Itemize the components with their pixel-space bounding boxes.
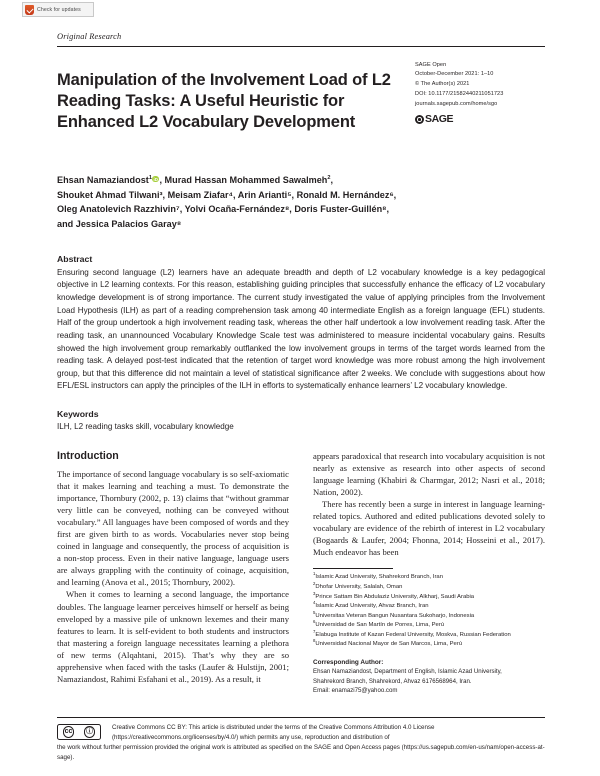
- column-right: [313, 450, 545, 696]
- keywords-text: ILH, L2 reading tasks skill, vocabulary knowledge: [57, 422, 234, 432]
- affiliation-item: [313, 573, 545, 583]
- affiliation-item: [313, 640, 545, 650]
- keywords-heading: Keywords: [57, 409, 99, 420]
- doi-line[interactable]: DOI: 10.1177/21582440211051723: [415, 91, 504, 98]
- author-line: Shouket Ahmad Tilwani³, Meisam Ziafar⁴, Arin Arianti⁵, Ronald M. Hernández⁶,: [57, 189, 397, 200]
- corresponding-author-email[interactable]: Email: enamazi75@yahoo.com: [313, 687, 398, 695]
- affiliation-item: [313, 583, 545, 593]
- corresponding-author-details: [313, 667, 545, 695]
- journal-issue: October-December 2021: 1–10: [415, 71, 494, 78]
- affiliation-text: Elabuga Institute of Kazan Federal University, Moskva, Russian Federation: [315, 631, 511, 638]
- article-content: [57, 0, 545, 696]
- affiliation-item: [313, 628, 545, 644]
- orcid-icon[interactable]: [152, 176, 159, 183]
- author-name: Ehsan Namaziandost: [57, 174, 149, 185]
- affiliation-marker: 1: [313, 571, 316, 577]
- sage-logo: [415, 114, 545, 125]
- affiliation-marker: 2: [313, 581, 316, 587]
- sage-globe-icon: [415, 115, 424, 124]
- affiliation-item: [313, 590, 545, 606]
- header-divider: [57, 46, 545, 47]
- author-affiliation-marker: 2: [327, 174, 331, 181]
- affiliation-text: Islamic Azad University, Ahvaz Branch, Iran: [315, 603, 429, 610]
- cc-circle-icon: cc: [63, 726, 75, 738]
- license-row: [57, 723, 545, 743]
- author-separator: ,: [330, 174, 334, 185]
- affiliation-marker: 7: [313, 628, 316, 634]
- corresponding-author-heading: Corresponding Author:: [313, 658, 384, 666]
- check-for-updates-label: Check for updates: [37, 6, 81, 13]
- sage-logo-text: SAGE: [425, 113, 454, 126]
- check-for-updates-icon: [25, 5, 34, 15]
- affiliation-text: Islamic Azad University, Shahrekord Branch, Iran: [315, 574, 443, 581]
- affiliation-text: Universitas Veteran Bangun Nusantara Sukoharjo, Indonesia: [315, 612, 475, 619]
- affiliation-marker: 4: [313, 600, 316, 606]
- intro-paragraph-2: When it comes to learning a second language, the importance doubles. The language learner perceives himself or herself as being enveloped by a massive pile of unknown lexemes and their many features to learn. It is self-evident to both students and instructors that mastering a foreign language necessitates learning a plethora of new terms (Alqahtani, 2015). That’s why they are so apprehensive when faced with the tasks (Laufer & Hulstijn, 2001; Namaziandost, Rahimi Esfahani et al., 2019). As a result, it: [57, 589, 289, 684]
- affiliation-item: [313, 621, 545, 631]
- affiliation-text: Prince Sattam Bin Abdulaziz University, Alkharj, Saudi Arabia: [315, 593, 475, 600]
- affiliation-marker: 5: [313, 609, 316, 615]
- affiliation-text: Universidad de San Martín de Porres, Lima, Perú: [315, 622, 445, 629]
- author-line: Oleg Anatolevich Razzhivin⁷, Yolvi Ocaña-Fernández⁸, Doris Fuster-Guillén⁸,: [57, 204, 390, 215]
- affiliation-text: Universidad Nacional Mayor de San Marcos, Lima, Perú: [315, 641, 463, 648]
- cc-by-person-icon: ⓘ: [84, 726, 96, 738]
- affiliation-text: Dhofar University, Salalah, Oman: [315, 584, 403, 591]
- intro-paragraph-3: appears paradoxical that research into vocabulary acquisition is not nearly as extensive as research into other aspects of second language learning (Khabiri & Charmgar, 2012; Nasri et al., 2018; Nation, 2002).: [313, 451, 545, 498]
- copyright-line: © The Author(s) 2021: [415, 81, 470, 88]
- introduction-heading: Introduction: [57, 450, 119, 463]
- license-text-part2: the work without further permission provided the original work is attributed as specified on the SAGE and Open Access pages (https://us.sagepub.com/en-us/nam/open-access-at-sage).: [57, 744, 545, 762]
- affiliation-item: [313, 602, 545, 612]
- corresponding-author-line: Ehsan Namaziandost, Department of English, Islamic Azad University,: [313, 668, 502, 676]
- affiliation-item: [313, 609, 545, 625]
- two-column-body: [57, 450, 545, 696]
- affiliations-list: [313, 573, 545, 650]
- license-text-part1: Creative Commons CC BY: This article is distributed under the terms of the Creative Commons Attribution 4.0 License (https://creativecommons.org/licenses/by/4.0/) which permits any use, reproduction and distribution of: [112, 724, 435, 742]
- intro-paragraph-1: The importance of second language vocabulary is so self-axiomatic that it makes learning and teaching a must. To demonstrate the importance, Thornbury (2002, p. 13) claims that “without grammar very little can be conveyed, nothing can be conveyed without vocabulary.” All languages have been composed of words and they first are given birth to as words. Vocabularies never stop being coined in language and consequently, the process of acquisition is a non-stop process. Even in their native language, language users are always grappling with the continuity of coinage, acquisition, and learning (Anova et al., 2015; Thornbury, 2002).: [57, 469, 289, 588]
- author-line: and Jessica Palacios Garay⁸: [57, 219, 182, 230]
- author-list: [57, 173, 497, 232]
- page-title: Manipulation of the Involvement Load of L2 Reading Tasks: A Useful Heuristic for Enhanced L2 Vocabulary Development: [57, 70, 391, 132]
- intro-paragraph-4: There has recently been a surge in interest in language learning-related topics. Authored and edited publications devoted solely to vocabulary are evidence of the rebirth of interest in L2 vocabulary (Bogaards & Laufer, 2004; Fhonna, 2014; Hosseini et al., 2017). Much endeavor has been: [313, 499, 545, 558]
- author-affiliation-marker: 1: [148, 174, 152, 181]
- journal-masthead: [409, 59, 545, 125]
- affiliation-marker: 8: [313, 638, 316, 644]
- abstract-heading: Abstract: [57, 253, 93, 264]
- affiliation-marker: 3: [313, 590, 316, 596]
- footer-divider: [57, 717, 545, 718]
- creative-commons-icon: [57, 724, 101, 740]
- column-left: [57, 450, 289, 696]
- license-footer: [57, 717, 545, 763]
- affiliations-divider: [313, 568, 393, 569]
- author-name: , Murad Hassan Mohammed Sawalmeh: [159, 174, 328, 185]
- journal-url[interactable]: journals.sagepub.com/home/sgo: [415, 101, 498, 108]
- abstract-text: Ensuring second language (L2) learners have an adequate breadth and depth of L2 vocabulary knowledge is a key pedagogical objective in L2 learning contexts. For this reason, establishing guiding principles that successfully enhance the efficacy of L2 vocabulary knowledge development is of strong importance. The current study investigated the value of applying principles from the Involvement Load Hypothesis (ILH) as part of a reading comprehension task among 40 intermediate English as a foreign language (EFL) students. Half of the group undertook a high involvement reading task, whereas the other half undertook a low involvement reading task. After the reading task, an unannounced Vocabulary Knowledge Scale test was administered to measure incidental vocabulary gains. Results showed the high involvement group remarkably outflanked the low involvement groups in terms of the target words learned from the reading task. A delayed post-test indicated that the retention of target word knowledge was more robust among the high involvement group, but that this difference did not maintain a level of statistical significance after 2 weeks. We conclude with suggestions about how EFL/ESL instructors can apply the principles of the ILH in efforts to systematically enhance learners’ L2 vocabulary knowledge.: [57, 267, 545, 391]
- corresponding-author-line: Shahrekord Branch, Shahrekord, Ahvaz 6176568964, Iran.: [313, 677, 472, 685]
- affiliation-marker: 6: [313, 619, 316, 625]
- article-type-kicker: Original Research: [57, 32, 122, 41]
- journal-name: SAGE Open: [415, 61, 447, 68]
- title-and-masthead-row: [57, 59, 545, 145]
